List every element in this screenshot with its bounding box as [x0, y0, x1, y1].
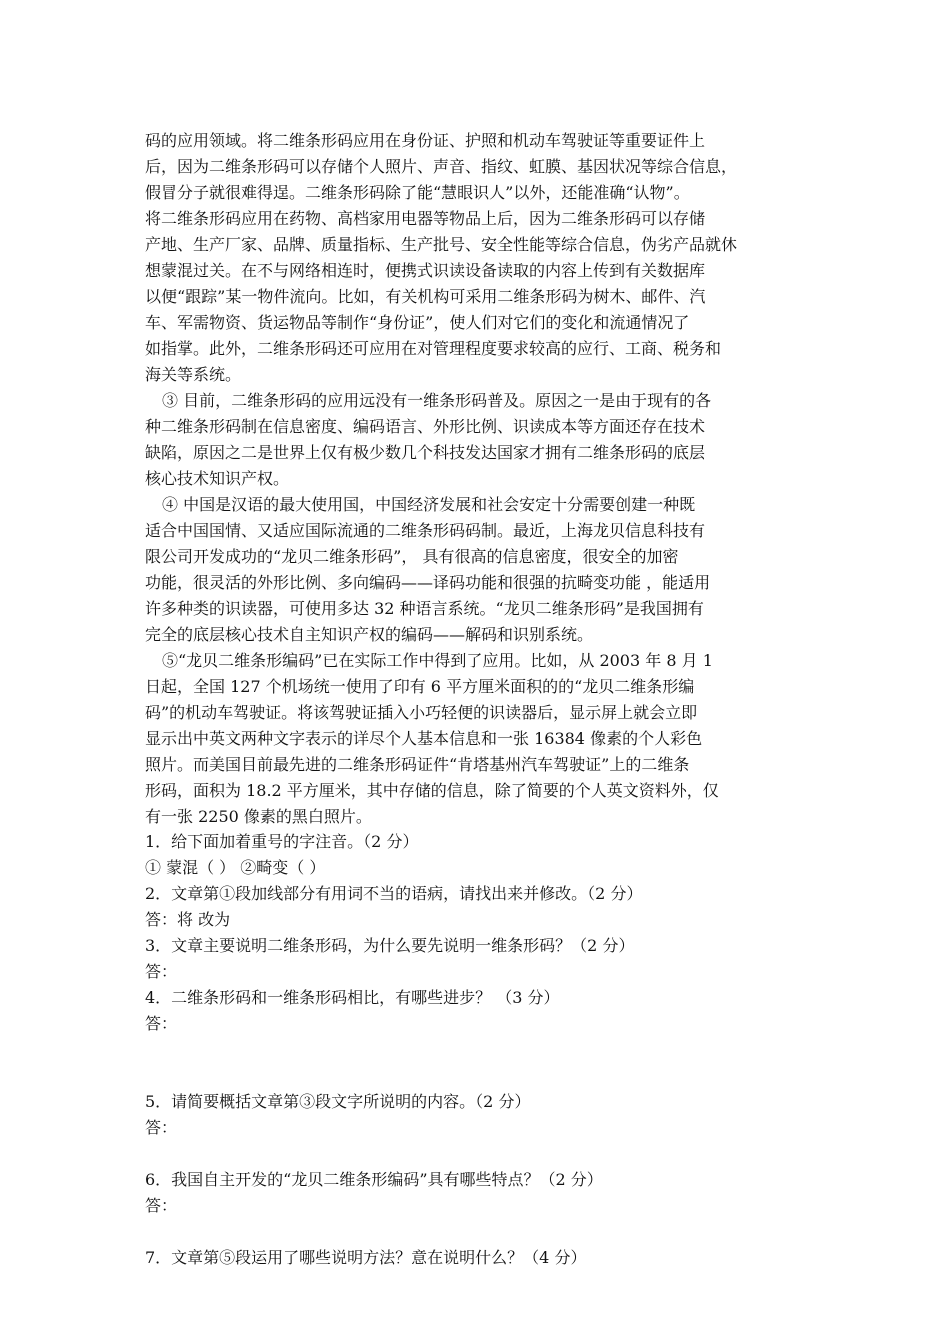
text-line: 缺陷，原因之二是世界上仅有极少数几个科技发达国家才拥有二维条形码的底层: [145, 443, 706, 462]
text-line: 日起，全国 127 个机场统一使用了印有 6 平方厘米面积的的“龙贝二维条形编: [145, 677, 695, 696]
answer-6: 答：: [145, 1196, 178, 1215]
text-line: 限公司开发成功的“龙贝二维条形码”， 具有很高的信息密度，很安全的加密: [145, 547, 679, 566]
text-line: 照片。而美国目前最先进的二维条形码证件“肯塔基州汽车驾驶证”上的二维条: [145, 755, 690, 774]
text-line: 如指掌。此外，二维条形码还可应用在对管理程度要求较高的应行、工商、税务和: [145, 339, 722, 358]
text-line: 想蒙混过关。在不与网络相连时，便携式识读设备读取的内容上传到有关数据库: [145, 261, 706, 280]
question-7: 7．文章第⑤段运用了哪些说明方法？意在说明什么？（4 分）: [145, 1248, 587, 1267]
question-2: 2．文章第①段加线部分有用词不当的语病，请找出来并修改。（2 分）: [145, 884, 643, 903]
text-line: 后，因为二维条形码可以存储个人照片、声音、指纹、虹膜、基因状况等综合信息，: [145, 157, 738, 176]
text-line: 海关等系统。: [145, 365, 242, 384]
text-line: 码的应用领域。将二维条形码应用在身份证、护照和机动车驾驶证等重要证件上: [145, 131, 706, 150]
text-line: 以便“跟踪”某一物件流向。比如，有关机构可采用二维条形码为树木、邮件、汽: [145, 287, 706, 306]
answer-4: 答：: [145, 1014, 178, 1033]
question-6: 6．我国自主开发的“龙贝二维条形编码”具有哪些特点？（2 分）: [145, 1170, 603, 1189]
text-line: 码”的机动车驾驶证。将该驾驶证插入小巧轻便的识读器后，显示屏上就会立即: [145, 703, 698, 722]
paragraph-3-start: ③ 目前，二维条形码的应用远没有一维条形码普及。原因之一是由于现有的各: [162, 391, 712, 410]
text-line: 完全的底层核心技术自主知识产权的编码——解码和识别系统。: [145, 625, 594, 644]
text-line: 产地、生产厂家、品牌、质量指标、生产批号、安全性能等综合信息，伪劣产品就休: [145, 235, 738, 254]
paragraph-5-start: ⑤“龙贝二维条形编码”已在实际工作中得到了应用。比如，从 2003 年 8 月 1: [162, 651, 713, 670]
question-1: 1．给下面加着重号的字注音。（2 分）: [145, 832, 419, 851]
answer-5: 答：: [145, 1118, 178, 1137]
text-line: 核心技术知识产权。: [145, 469, 290, 488]
text-line: 功能，很灵活的外形比例、多向编码——译码功能和很强的抗畸变功能 ，能适用: [145, 573, 711, 592]
question-5: 5．请简要概括文章第③段文字所说明的内容。（2 分）: [145, 1092, 531, 1111]
text-line: 有一张 2250 像素的黑白照片。: [145, 807, 372, 826]
text-line: 适合中国国情、又适应国际流通的二维条形码码制。最近，上海龙贝信息科技有: [145, 521, 706, 540]
text-line: 显示出中英文两种文字表示的详尽个人基本信息和一张 16384 像素的个人彩色: [145, 729, 703, 748]
text-line: 将二维条形码应用在药物、高档家用电器等物品上后，因为二维条形码可以存储: [145, 209, 706, 228]
answer-2: 答：将 改为: [145, 910, 231, 929]
text-line: 形码，面积为 18.2 平方厘米，其中存储的信息，除了简要的个人英文资料外，仅: [145, 781, 719, 800]
text-line: 许多种类的识读器，可使用多达 32 种语言系统。“龙贝二维条形码”是我国拥有: [145, 599, 704, 618]
question-3: 3．文章主要说明二维条形码，为什么要先说明一维条形码？（2 分）: [145, 936, 635, 955]
question-1-blanks: ① 蒙混（ ） ②畸变（ ）: [145, 858, 326, 877]
text-line: 车、军需物资、货运物品等制作“身份证”，使人们对它们的变化和流通情况了: [145, 313, 690, 332]
text-line: 种二维条形码制在信息密度、编码语言、外形比例、识读成本等方面还存在技术: [145, 417, 706, 436]
question-4: 4．二维条形码和一维条形码相比，有哪些进步？ （3 分）: [145, 988, 560, 1007]
paragraph-4-start: ④ 中国是汉语的最大使用国，中国经济发展和社会安定十分需要创建一种既: [162, 495, 696, 514]
text-line: 假冒分子就很难得逞。二维条形码除了能“慧眼识人”以外，还能准确“认物”。: [145, 183, 690, 202]
answer-3: 答：: [145, 962, 178, 981]
